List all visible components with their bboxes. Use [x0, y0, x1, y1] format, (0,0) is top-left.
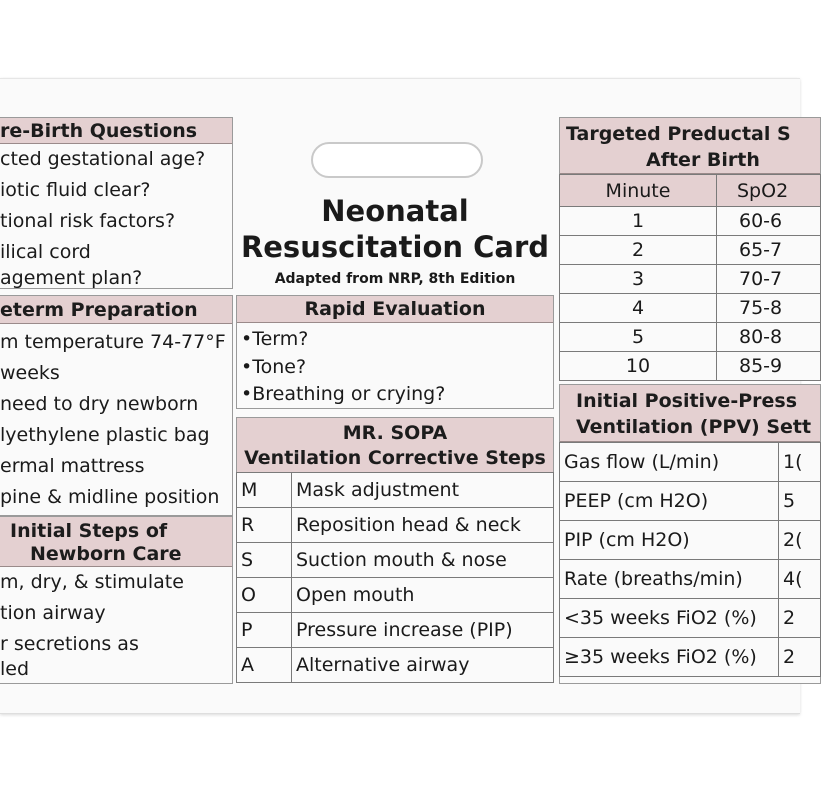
- mrsopa-text: Alternative airway: [292, 648, 554, 683]
- card-subtitle: Adapted from NRP, 8th Edition: [274, 271, 516, 287]
- ppv-label: Gas flow (L/min): [560, 443, 779, 482]
- initial-steps-item: led: [0, 658, 30, 680]
- rapid-eval-item: •Breathing or crying?: [241, 383, 446, 405]
- spo2-value: 75-8: [717, 294, 821, 323]
- ppv-section: [559, 384, 821, 684]
- mrsopa-letter: R: [237, 508, 292, 543]
- ppv-value: 4(: [779, 560, 821, 599]
- spo2-minute: 4: [560, 294, 717, 323]
- spo2-minute: 10: [560, 352, 717, 381]
- spo2-header-line2: After Birth: [646, 149, 760, 171]
- rapid-eval-section: [236, 295, 554, 409]
- spo2-header: [560, 118, 820, 174]
- ppv-value: 2(: [779, 521, 821, 560]
- table-row: [560, 443, 821, 482]
- spo2-minute: 1: [560, 207, 717, 236]
- spo2-value: 60-6: [717, 207, 821, 236]
- spo2-value: 70-7: [717, 265, 821, 294]
- preterm-item: ermal mattress: [0, 455, 145, 477]
- spo2-header-line1: Targeted Preductal S: [566, 123, 791, 145]
- preterm-item: m temperature 74-77°F: [0, 331, 226, 353]
- ppv-table: [559, 442, 821, 677]
- preterm-section: [0, 295, 233, 516]
- initial-steps-header: [0, 517, 232, 567]
- prebirth-item: tional risk factors?: [0, 210, 176, 232]
- table-row: [237, 473, 554, 508]
- spo2-table: [559, 174, 821, 381]
- ppv-header: [560, 385, 820, 442]
- mrsopa-letter: M: [237, 473, 292, 508]
- prebirth-section: [0, 117, 233, 289]
- initial-steps-item: r secretions as: [0, 633, 139, 655]
- mrsopa-text: Open mouth: [292, 578, 554, 613]
- table-row: [560, 521, 821, 560]
- spo2-value: 85-9: [717, 352, 821, 381]
- table-row: [237, 543, 554, 578]
- spo2-value: 65-7: [717, 236, 821, 265]
- ppv-label: Rate (breaths/min): [560, 560, 779, 599]
- table-row: [560, 560, 821, 599]
- spo2-value: 80-8: [717, 323, 821, 352]
- ppv-value: 2: [779, 599, 821, 638]
- mrsopa-header-line2: Ventilation Corrective Steps: [244, 447, 546, 469]
- table-row: [237, 508, 554, 543]
- spo2-col-minute: Minute: [560, 175, 717, 207]
- card-title-line1: Neonatal: [321, 194, 469, 228]
- mrsopa-letter: S: [237, 543, 292, 578]
- initial-steps-item: tion airway: [0, 602, 106, 624]
- spo2-section: [559, 117, 821, 381]
- preterm-item: lyethylene plastic bag: [0, 424, 210, 446]
- initial-steps-header-line2: Newborn Care: [30, 543, 182, 565]
- spo2-minute: 2: [560, 236, 717, 265]
- mrsopa-letter: A: [237, 648, 292, 683]
- table-row: [237, 648, 554, 683]
- prebirth-item: agement plan?: [0, 267, 143, 289]
- mrsopa-text: Suction mouth & nose: [292, 543, 554, 578]
- mrsopa-header: [237, 418, 553, 473]
- table-row: [560, 175, 821, 207]
- rapid-eval-header: Rapid Evaluation: [237, 296, 553, 323]
- table-row: [560, 207, 821, 236]
- ppv-label: <35 weeks FiO2 (%): [560, 599, 779, 638]
- table-row: [560, 323, 821, 352]
- mrsopa-text: Mask adjustment: [292, 473, 554, 508]
- table-row: [237, 578, 554, 613]
- spo2-minute: 3: [560, 265, 717, 294]
- spo2-col-spo2: SpO2: [717, 175, 821, 207]
- card-title-line2: Resuscitation Card: [240, 230, 550, 264]
- mrsopa-table: [236, 472, 554, 683]
- lanyard-slot: [311, 142, 483, 178]
- ppv-header-line2: Ventilation (PPV) Sett: [576, 416, 812, 438]
- table-row: [560, 599, 821, 638]
- ppv-label: PEEP (cm H2O): [560, 482, 779, 521]
- prebirth-header: re-Birth Questions: [0, 118, 232, 144]
- rapid-eval-item: •Term?: [241, 328, 309, 350]
- ppv-value: 5: [779, 482, 821, 521]
- mrsopa-text: Reposition head & neck: [292, 508, 554, 543]
- ppv-value: 2: [779, 638, 821, 677]
- mrsopa-header-line1: MR. SOPA: [342, 422, 448, 444]
- initial-steps-header-line1: Initial Steps of: [10, 520, 168, 542]
- preterm-item: pine & midline position: [0, 486, 220, 508]
- prebirth-item: iotic fluid clear?: [0, 179, 151, 201]
- resuscitation-card: [0, 78, 812, 714]
- table-row: [560, 236, 821, 265]
- table-row: [560, 482, 821, 521]
- ppv-value: 1(: [779, 443, 821, 482]
- table-row: [560, 638, 821, 677]
- ppv-header-line1: Initial Positive-Press: [576, 390, 798, 412]
- ppv-label: PIP (cm H2O): [560, 521, 779, 560]
- preterm-item: weeks: [0, 362, 60, 384]
- preterm-header: eterm Preparation: [0, 296, 232, 324]
- initial-steps-item: m, dry, & stimulate: [0, 571, 184, 593]
- mrsopa-text: Pressure increase (PIP): [292, 613, 554, 648]
- rapid-eval-item: •Tone?: [241, 356, 307, 378]
- table-row: [560, 352, 821, 381]
- ppv-label: ≥35 weeks FiO2 (%): [560, 638, 779, 677]
- spo2-minute: 5: [560, 323, 717, 352]
- preterm-item: need to dry newborn: [0, 393, 199, 415]
- table-row: [560, 294, 821, 323]
- prebirth-item: ilical cord: [0, 241, 91, 263]
- table-row: [560, 265, 821, 294]
- mrsopa-letter: P: [237, 613, 292, 648]
- prebirth-item: cted gestational age?: [0, 148, 206, 170]
- mrsopa-section: [236, 417, 554, 683]
- table-row: [237, 613, 554, 648]
- mrsopa-letter: O: [237, 578, 292, 613]
- initial-steps-section: [0, 516, 233, 684]
